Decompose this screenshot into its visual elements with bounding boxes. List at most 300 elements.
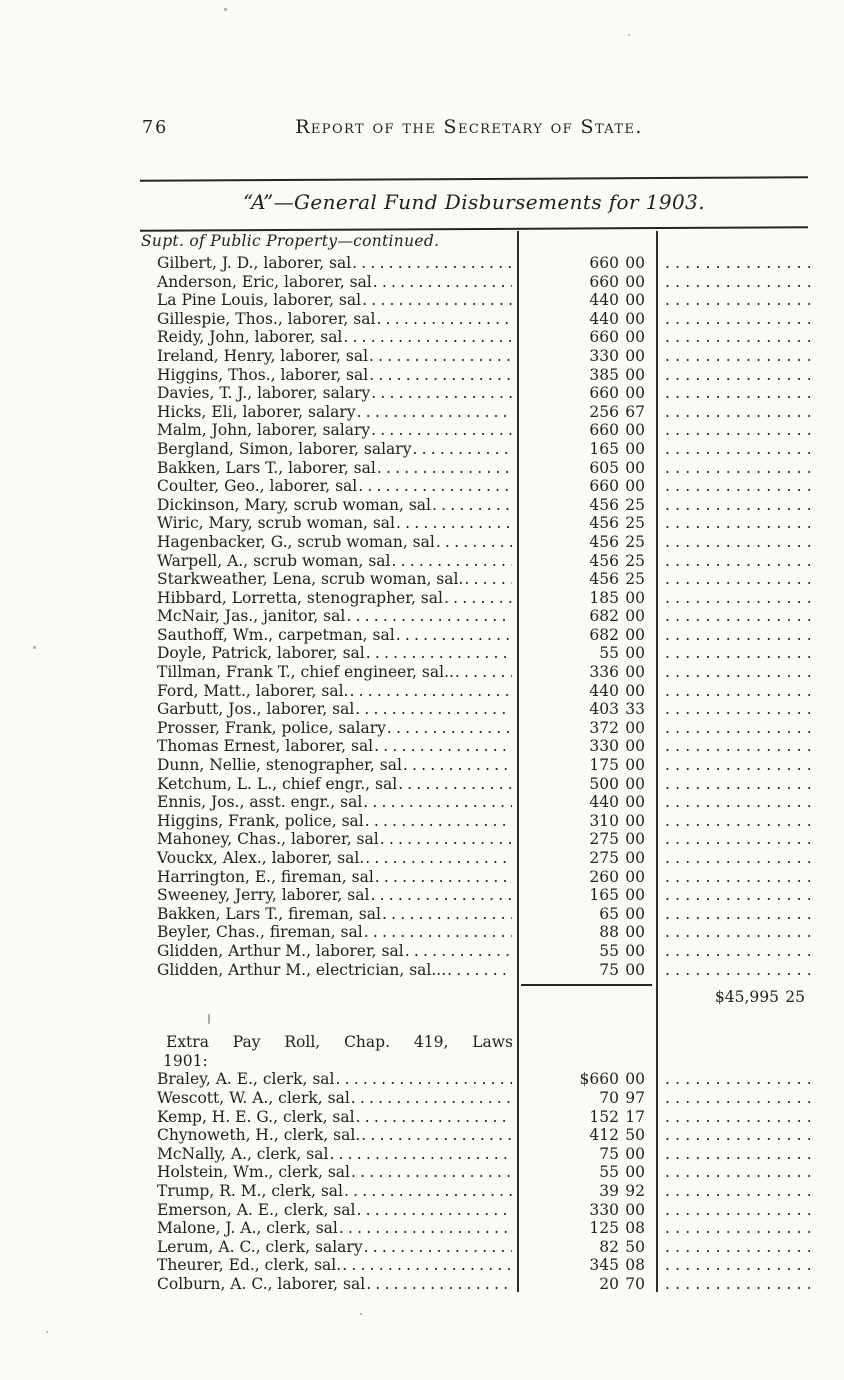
payee-cell (140, 1070, 517, 1089)
leader-dots (360, 1126, 512, 1145)
amount-dollars: 82 (599, 1237, 619, 1256)
payee-name: Warpell, A., scrub woman, sal (157, 551, 391, 570)
amount-dollars: 412 (589, 1126, 619, 1145)
dotted-fill-cell (656, 700, 810, 719)
amount-dollars: 330 (589, 737, 619, 756)
amount-cell (517, 347, 656, 366)
running-head (140, 116, 808, 142)
amount-cell (517, 403, 656, 422)
payee-cell (140, 812, 517, 831)
leader-dots (379, 830, 512, 849)
dotted-fill-cell (656, 737, 810, 756)
amount-dollars: 456 (589, 495, 619, 514)
section-total-row (140, 988, 810, 1008)
leader-dots (364, 849, 512, 868)
amount-dollars: 39 (599, 1181, 619, 1200)
table-row (140, 868, 810, 887)
table-row (140, 812, 810, 831)
table-row (140, 719, 810, 738)
payee-name: Higgins, Frank, police, sal (157, 811, 364, 830)
dotted-fill-cell (656, 533, 810, 552)
amount-dollars: 456 (589, 551, 619, 570)
payee-name: Garbutt, Jos., laborer, sal (157, 700, 355, 719)
dotted-fill-cell (656, 1163, 810, 1182)
payee-name: Sweeney, Jerry, laborer, sal (157, 886, 370, 905)
total-cents: 25 (785, 988, 805, 1007)
payee-cell (140, 533, 517, 552)
table-row (140, 830, 810, 849)
leader-dots (381, 905, 512, 924)
leader-dots (363, 923, 512, 942)
dotted-fill-cell (656, 273, 810, 292)
dotted-fill-cell (656, 663, 810, 682)
amount-cents: 00 (625, 272, 645, 291)
payee-name: Wescott, W. A., clerk, sal (157, 1088, 350, 1107)
leader-dots (402, 756, 512, 775)
subsection-heading-line1: Extra Pay Roll, Chap. 419, Laws (166, 1033, 513, 1052)
amount-cents: 00 (625, 663, 645, 682)
leader-dots (341, 1256, 512, 1275)
payee-name: Glidden, Arthur M., electrician, sal... (157, 960, 447, 979)
dotted-fill-cell (656, 644, 810, 663)
table-row (140, 533, 810, 552)
amount-dollars: 75 (599, 1144, 619, 1163)
leader-dots (431, 496, 512, 515)
dotted-fill-cell (656, 682, 810, 701)
payee-cell (140, 421, 517, 440)
payee-cell (140, 1256, 517, 1275)
amount-cell (517, 700, 656, 719)
amount-cents: 00 (625, 421, 645, 440)
dotted-fill-cell (656, 1089, 810, 1108)
leader-dots (343, 1182, 512, 1201)
amount-dollars: 88 (599, 923, 619, 942)
table-row (140, 923, 810, 942)
dotted-fill-cell (656, 1219, 810, 1238)
dotted-fill-cell (656, 477, 810, 496)
dotted-fill-cell (656, 1201, 810, 1220)
amount-cents: 08 (625, 1256, 645, 1275)
leader-dots (354, 700, 512, 719)
amount-dollars: 605 (589, 458, 619, 477)
table-row (140, 905, 810, 924)
amount-dollars: 456 (589, 532, 619, 551)
leader-dots (370, 421, 512, 440)
amount-cell (517, 1182, 656, 1201)
payee-name: Ennis, Jos., asst. engr., sal (157, 793, 363, 812)
dotted-fill-cell (656, 1238, 810, 1257)
amount-cell (517, 719, 656, 738)
leader-dots (365, 644, 512, 663)
amount-dollars: 75 (599, 960, 619, 979)
amount-cents: 00 (625, 291, 645, 310)
dotted-fill-cell (656, 923, 810, 942)
table-row (140, 756, 810, 775)
leader-dots (356, 403, 512, 422)
amount-cell (517, 812, 656, 831)
payee-name: Theurer, Ed., clerk, sal. (157, 1256, 342, 1275)
sum-rule-row (140, 979, 810, 988)
payee-cell (140, 1163, 517, 1182)
dotted-fill-cell (656, 719, 810, 738)
payee-name: Trump, R. M., clerk, sal (157, 1181, 343, 1200)
leader-dots (342, 328, 512, 347)
amount-cell (517, 366, 656, 385)
table-row (140, 1256, 810, 1275)
amount-cents: 00 (625, 1163, 645, 1182)
amount-dollars: 660 (589, 254, 619, 272)
payee-name: Coulter, Geo., laborer, sal (157, 477, 358, 496)
table-row (140, 663, 810, 682)
payee-cell (140, 310, 517, 329)
leader-dots (454, 663, 512, 682)
dotted-fill-cell (656, 812, 810, 831)
payee-cell (140, 775, 517, 794)
payee-name: Gillespie, Thos., laborer, sal (157, 309, 376, 328)
table-row (140, 421, 810, 440)
amount-cell (517, 737, 656, 756)
payee-cell (140, 923, 517, 942)
leader-dots (345, 607, 512, 626)
amount-cell (517, 1070, 656, 1089)
table-row (140, 775, 810, 794)
amount-cell (517, 1201, 656, 1220)
amount-cell (517, 570, 656, 589)
table-row (140, 384, 810, 403)
dotted-fill-cell (656, 552, 810, 571)
dotted-fill-cell (656, 366, 810, 385)
payee-name: Gilbert, J. D., laborer, sal (157, 254, 352, 272)
payee-name: Colburn, A. C., laborer, sal (157, 1274, 366, 1293)
payee-cell (140, 942, 517, 961)
amount-cell (517, 905, 656, 924)
dotted-fill-cell (656, 961, 810, 980)
amount-cents: 00 (625, 439, 645, 458)
scan-speck (33, 646, 36, 649)
table-row (140, 1145, 810, 1164)
amount-cell (517, 1219, 656, 1238)
dotted-fill-cell (656, 310, 810, 329)
leader-dots (362, 793, 512, 812)
payee-name: Prosser, Frank, police, salary (157, 718, 386, 737)
payee-name: Dunn, Nellie, stenographer, sal (157, 756, 402, 775)
payee-name: Chynoweth, H., clerk, sal. (157, 1126, 361, 1145)
payee-cell (140, 514, 517, 533)
dotted-fill-cell (656, 514, 810, 533)
amount-cell (517, 533, 656, 552)
leader-dots (361, 291, 512, 310)
payee-cell (140, 737, 517, 756)
table-row (140, 1163, 810, 1182)
amount-dollars: 403 (589, 700, 619, 719)
table-row (140, 347, 810, 366)
table-row (140, 1275, 810, 1294)
amount-dollars: 440 (589, 291, 619, 310)
payee-cell (140, 459, 517, 478)
leader-dots (338, 1219, 512, 1238)
table-row (140, 886, 810, 905)
leader-dots (397, 775, 512, 794)
payee-cell (140, 477, 517, 496)
total-dollars: $45,995 (714, 988, 779, 1007)
amount-cell (517, 607, 656, 626)
payee-name: Hibbard, Lorretta, stenographer, sal (157, 588, 443, 607)
amount-cents: 00 (625, 960, 645, 979)
payee-cell (140, 254, 517, 273)
payee-name: Starkweather, Lena, scrub woman, sal. (157, 570, 464, 589)
payee-name: Tillman, Frank T., chief engineer, sal.. (157, 663, 454, 682)
leader-dots (348, 682, 512, 701)
payee-name: Harrington, E., fireman, sal (157, 867, 374, 886)
dotted-fill-cell (656, 1145, 810, 1164)
payee-name: Ireland, Henry, laborer, sal (157, 346, 369, 365)
table-row (140, 942, 810, 961)
section-total (656, 988, 810, 1008)
table-row (140, 700, 810, 719)
amount-cell (517, 942, 656, 961)
leader-dots (386, 719, 512, 738)
table-row (140, 366, 810, 385)
payee-cell (140, 1238, 517, 1257)
amount-cents: 70 (625, 1274, 645, 1293)
table-row (140, 1238, 810, 1257)
amount-cents: 00 (625, 941, 645, 960)
table-row (140, 682, 810, 701)
table-row (140, 626, 810, 645)
table-row (140, 1182, 810, 1201)
payee-name: La Pine Louis, laborer, sal (157, 291, 362, 310)
amount-cell (517, 1108, 656, 1127)
payee-cell (140, 403, 517, 422)
amount-cell (517, 868, 656, 887)
amount-cell (517, 273, 656, 292)
amount-cell (517, 254, 656, 273)
scan-speck (208, 1014, 210, 1024)
amount-dollars: 310 (589, 811, 619, 830)
leader-dots (376, 459, 512, 478)
payee-name: Hicks, Eli, laborer, salary (157, 402, 356, 421)
amount-cents: 00 (625, 458, 645, 477)
payee-cell (140, 719, 517, 738)
amount-cell (517, 886, 656, 905)
table-row (140, 1219, 810, 1238)
amount-cell (517, 291, 656, 310)
dotted-fill-cell (656, 421, 810, 440)
table-row (140, 459, 810, 478)
payee-name: Doyle, Patrick, laborer, sal (157, 644, 365, 663)
amount-cell (517, 961, 656, 980)
leader-dots (375, 310, 512, 329)
payee-cell (140, 830, 517, 849)
amount-dollars: 330 (589, 1200, 619, 1219)
amount-cents: 25 (625, 570, 645, 589)
payee-cell (140, 440, 517, 459)
dotted-fill-cell (656, 830, 810, 849)
dotted-fill-cell (656, 886, 810, 905)
dotted-fill-cell (656, 291, 810, 310)
table-rows-container (140, 231, 810, 1293)
amount-cents: 33 (625, 700, 645, 719)
payee-cell (140, 644, 517, 663)
table-row (140, 328, 810, 347)
table-row (140, 477, 810, 496)
amount-dollars: 660 (589, 272, 619, 291)
sum-rule (521, 984, 652, 986)
leader-dots (335, 1070, 513, 1089)
payee-cell (140, 626, 517, 645)
amount-cents: 00 (625, 1070, 645, 1089)
scan-speck (224, 8, 227, 11)
table-row (140, 1089, 810, 1108)
leader-dots (395, 514, 512, 533)
payee-cell (140, 961, 517, 980)
amount-cents: 00 (625, 625, 645, 644)
amount-cell (517, 552, 656, 571)
payee-cell (140, 347, 517, 366)
amount-cents: 00 (625, 774, 645, 793)
scan-speck (360, 1313, 362, 1315)
table-row (140, 440, 810, 459)
dotted-fill-cell (656, 756, 810, 775)
table-row (140, 496, 810, 515)
payee-name: Bakken, Lars T., laborer, sal (157, 458, 376, 477)
amount-dollars: 125 (589, 1219, 619, 1238)
table-row (140, 514, 810, 533)
amount-dollars: 345 (589, 1256, 619, 1275)
payee-cell (140, 496, 517, 515)
amount-dollars: 256 (589, 402, 619, 421)
amount-dollars: 65 (599, 904, 619, 923)
amount-cell (517, 793, 656, 812)
dotted-fill-cell (656, 589, 810, 608)
table-row (140, 570, 810, 589)
leader-dots (363, 1238, 512, 1257)
table-row (140, 589, 810, 608)
table-row (140, 291, 810, 310)
amount-cell (517, 756, 656, 775)
amount-cents: 00 (625, 254, 645, 272)
leader-dots (351, 254, 512, 273)
amount-dollars: $660 (579, 1070, 619, 1089)
subsection-heading-line2: 1901: (163, 1051, 208, 1070)
leader-dots (372, 273, 512, 292)
amount-dollars: 660 (589, 477, 619, 496)
leader-dots (364, 812, 512, 831)
dotted-fill-cell (656, 793, 810, 812)
section-heading: Supt. of Public Property—continued. (141, 232, 440, 250)
horizontal-rule-top (140, 176, 808, 181)
table-row (140, 1108, 810, 1127)
amount-cents: 92 (625, 1181, 645, 1200)
table-row (140, 607, 810, 626)
amount-cell (517, 626, 656, 645)
section-gap (140, 1008, 810, 1033)
payee-cell (140, 682, 517, 701)
amount-cents: 50 (625, 1126, 645, 1145)
amount-cents: 08 (625, 1219, 645, 1238)
amount-dollars: 660 (589, 421, 619, 440)
amount-cents: 97 (625, 1088, 645, 1107)
amount-cents: 50 (625, 1237, 645, 1256)
payee-name: Braley, A. E., clerk, sal (157, 1070, 335, 1089)
payee-cell (140, 1201, 517, 1220)
amount-cents: 17 (625, 1107, 645, 1126)
payee-name: Mahoney, Chas., laborer, sal (157, 830, 379, 849)
amount-cell (517, 310, 656, 329)
dotted-fill-cell (656, 905, 810, 924)
payee-name: Emerson, A. E., clerk, sal (157, 1200, 356, 1219)
dotted-fill-cell (656, 440, 810, 459)
payee-name: Davies, T. J., laborer, salary (157, 384, 371, 403)
leader-dots (370, 384, 512, 403)
payee-cell (140, 552, 517, 571)
amount-dollars: 682 (589, 625, 619, 644)
amount-cell (517, 328, 656, 347)
amount-dollars: 440 (589, 309, 619, 328)
payee-name: Vouckx, Alex., laborer, sal. (157, 849, 365, 867)
amount-dollars: 456 (589, 570, 619, 589)
dotted-fill-cell (656, 1108, 810, 1127)
page-number: 76 (142, 118, 169, 138)
payee-cell (140, 868, 517, 887)
payee-cell (140, 793, 517, 812)
amount-cents: 00 (625, 644, 645, 663)
table-row (140, 737, 810, 756)
leader-dots (368, 347, 512, 366)
payee-cell (140, 273, 517, 292)
amount-cents: 00 (625, 811, 645, 830)
leader-dots (373, 737, 512, 756)
amount-cell (517, 496, 656, 515)
scan-speck (46, 1331, 48, 1333)
payee-name: Sauthoff, Wm., carpetman, sal (157, 625, 395, 644)
payee-name: Anderson, Eric, laborer, sal (157, 272, 372, 291)
amount-cell (517, 421, 656, 440)
payee-name: Ketchum, L. L., chief engr., sal (157, 774, 398, 793)
amount-cell (517, 1126, 656, 1145)
table-row (140, 961, 810, 980)
amount-cell (517, 1145, 656, 1164)
amount-cents: 00 (625, 346, 645, 365)
payee-name: Reidy, John, laborer, sal (157, 328, 343, 347)
amount-cents: 00 (625, 737, 645, 756)
payee-cell (140, 849, 517, 868)
amount-cents: 00 (625, 384, 645, 403)
amount-cell (517, 477, 656, 496)
leader-dots (357, 477, 512, 496)
payee-cell (140, 1275, 517, 1294)
table-vertical-rule-2 (656, 231, 658, 1292)
amount-dollars: 70 (599, 1088, 619, 1107)
dotted-fill-cell (656, 868, 810, 887)
table-row (140, 1201, 810, 1220)
amount-dollars: 260 (589, 867, 619, 886)
amount-cents: 67 (625, 402, 645, 421)
dotted-fill-cell (656, 496, 810, 515)
leader-dots (350, 1089, 512, 1108)
payee-cell (140, 1126, 517, 1145)
table-row (140, 310, 810, 329)
payee-cell (140, 366, 517, 385)
payee-cell (140, 607, 517, 626)
amount-dollars: 682 (589, 607, 619, 626)
amount-cents: 00 (625, 309, 645, 328)
payee-cell (140, 663, 517, 682)
amount-cents: 25 (625, 495, 645, 514)
dotted-fill-cell (656, 570, 810, 589)
running-header-title: Report of the Secretary of State. (295, 116, 643, 138)
amount-cents: 00 (625, 607, 645, 626)
